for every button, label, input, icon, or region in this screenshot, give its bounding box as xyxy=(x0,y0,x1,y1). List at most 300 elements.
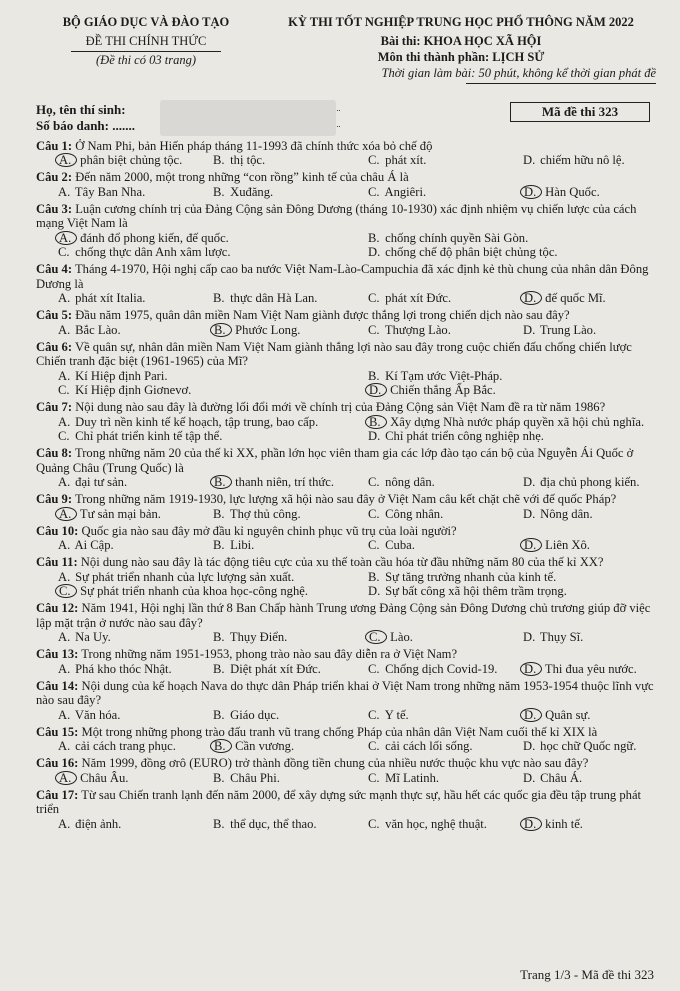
question-stem xyxy=(36,262,656,291)
question-stem xyxy=(36,139,656,154)
option-b xyxy=(191,708,346,723)
option-text: chống thực dân Anh xâm lược. xyxy=(75,245,231,259)
option-c xyxy=(346,708,501,723)
option-a xyxy=(36,771,191,786)
option-list xyxy=(36,153,656,168)
option-text: Trung Lào. xyxy=(539,322,597,337)
circled-option-letter: C. xyxy=(365,630,387,644)
option-d xyxy=(501,817,656,832)
question-6 xyxy=(36,340,656,398)
question-text: Năm 1941, Hội nghị lần thứ 8 Ban Chấp hành Trung ương Đảng Cộng sản Đông Dương chủ trương giúp đỡ việc lập mặt trận ở nước nào sau đây? xyxy=(36,601,651,630)
option-text: Hàn Quốc. xyxy=(545,184,600,199)
question-number: Câu 17: xyxy=(36,787,79,802)
option-text: văn học, nghệ thuật. xyxy=(385,816,487,831)
option-letter: B. xyxy=(368,230,380,245)
option-text: Quân sự. xyxy=(545,707,591,722)
option-letter: D. xyxy=(368,584,381,598)
option-b xyxy=(191,739,346,754)
option-c xyxy=(346,185,501,200)
option-letter: D. xyxy=(523,322,536,337)
option-list xyxy=(36,291,656,306)
question-15 xyxy=(36,725,656,754)
option-text: thanh niên, trí thức. xyxy=(235,475,334,489)
option-text: Bắc Lào. xyxy=(75,322,121,337)
option-letter: D. xyxy=(368,245,381,259)
question-text: Nội dung nào sau đây là đường lối đổi mới về chính trị của Đảng Cộng sản Việt Nam đề ra từ năm 1986? xyxy=(75,400,606,414)
option-a xyxy=(36,369,346,384)
question-stem xyxy=(36,788,656,817)
candidate-name-label: Họ, tên thí sinh: xyxy=(36,102,126,117)
option-a xyxy=(36,817,191,832)
question-number: Câu 16: xyxy=(36,756,79,770)
option-c xyxy=(346,739,501,754)
option-letter: C. xyxy=(368,816,380,831)
option-text: Chỉ phát triển công nghiệp nhẹ. xyxy=(385,429,544,443)
option-letter: D. xyxy=(523,739,536,753)
option-d xyxy=(501,153,656,168)
question-number: Câu 3: xyxy=(36,201,73,216)
circled-option-letter: B. xyxy=(210,739,232,753)
option-text: chống chế độ phân biệt chủng tộc. xyxy=(385,245,558,259)
subject-part: Môn thi thành phần: LỊCH SỬ xyxy=(377,50,545,64)
option-letter: C. xyxy=(368,661,380,676)
option-b xyxy=(191,662,346,677)
question-stem xyxy=(36,601,656,630)
option-text: thị tộc. xyxy=(230,153,266,167)
option-letter: C. xyxy=(368,739,380,753)
option-b xyxy=(191,185,346,200)
option-d xyxy=(346,383,656,398)
option-letter: C. xyxy=(58,429,70,443)
option-text: cải cách trang phục. xyxy=(75,739,176,753)
circled-option-letter: D. xyxy=(520,291,542,305)
question-8 xyxy=(36,446,656,490)
option-text: Duy trì nền kinh tế kế hoạch, tập trung, bao cấp. xyxy=(75,414,319,429)
option-text: nông dân. xyxy=(385,475,435,489)
option-letter: D. xyxy=(523,630,536,644)
question-text: Luận cương chính trị của Đảng Cộng sản Đông Dương (tháng 10-1930) xác định nhiệm vụ chiến lược của cách mạng Việt Nam là xyxy=(36,201,637,230)
question-text: Nội dung nào sau đây là tác động tiêu cực của xu thế toàn cầu hóa từ đầu những năm 80 của thế kỉ XX? xyxy=(80,555,604,569)
option-b xyxy=(346,231,656,246)
option-letter: C. xyxy=(368,322,380,337)
option-list xyxy=(36,630,656,645)
option-list xyxy=(36,475,656,490)
option-letter: C. xyxy=(368,475,380,489)
question-number: Câu 6: xyxy=(36,339,73,354)
question-text: Quốc gia nào sau đây mở đầu kỉ nguyên chinh phục vũ trụ của loài người? xyxy=(81,523,457,538)
time-note: Thời gian làm bài: 50 phút, không kể thời gian phát đề xyxy=(381,66,656,80)
option-letter: A. xyxy=(58,291,71,305)
question-number: Câu 10: xyxy=(36,523,79,538)
header-left xyxy=(36,14,256,84)
exam-title: KỲ THI TỐT NGHIỆP TRUNG HỌC PHỔ THÔNG NĂM 2022 xyxy=(288,15,634,29)
question-stem xyxy=(36,170,656,185)
option-list xyxy=(36,570,656,599)
option-letter: C. xyxy=(368,770,380,785)
question-text: Từ sau Chiến tranh lạnh đến năm 2000, để xây dựng sức mạnh thực sự, hầu hết các quốc gia đều tập trung phát triển xyxy=(36,787,642,816)
option-list xyxy=(36,507,656,522)
question-text: Đến năm 2000, một trong những “con rồng” kinh tế của châu Á là xyxy=(75,170,409,184)
circled-option-letter: B. xyxy=(365,415,387,429)
question-text: Trong những năm 1919-1930, lực lượng xã hội nào sau đây ở Việt Nam câu kết chặt chẽ với đế quốc Pháp? xyxy=(74,492,617,506)
option-letter: B. xyxy=(368,368,380,383)
option-text: chiếm hữu nô lệ. xyxy=(540,153,625,167)
circled-option-letter: D. xyxy=(520,538,542,552)
option-text: Tây Ban Nha. xyxy=(74,184,146,199)
option-text: Lào. xyxy=(390,630,413,644)
option-text: Sự phát triển nhanh của khoa học-công nghệ. xyxy=(80,584,309,598)
option-letter: B. xyxy=(213,630,225,644)
option-a xyxy=(36,475,191,490)
circled-option-letter: D. xyxy=(520,708,542,722)
question-13 xyxy=(36,647,656,676)
pages-note: (Đề thi có 03 trang) xyxy=(96,53,196,67)
option-text: phát xít Đức. xyxy=(385,291,452,305)
option-d xyxy=(501,475,656,490)
option-text: Y tế. xyxy=(384,707,409,722)
option-letter: A. xyxy=(58,322,71,337)
option-text: Công nhân. xyxy=(385,506,444,521)
circled-option-letter: D. xyxy=(365,383,387,397)
option-c xyxy=(346,817,501,832)
option-text: Kí Tạm ước Việt-Pháp. xyxy=(385,368,503,383)
candidate-sbd-label: Số báo danh: ....... xyxy=(36,118,135,133)
option-text: học chữ Quốc ngữ. xyxy=(540,739,637,753)
option-c xyxy=(346,630,501,645)
option-a xyxy=(36,291,191,306)
option-text: Na Uy. xyxy=(75,630,111,644)
option-text: Phước Long. xyxy=(235,322,301,337)
option-letter: B. xyxy=(213,506,225,521)
option-letter: D. xyxy=(368,429,381,443)
option-c xyxy=(36,584,346,599)
option-text: Xây dựng Nhà nước pháp quyền xã hội chủ nghĩa. xyxy=(390,414,645,429)
option-text: phát xít Italia. xyxy=(75,291,146,305)
question-number: Câu 2: xyxy=(36,170,73,184)
option-letter: C. xyxy=(368,506,380,521)
option-list xyxy=(36,323,656,338)
question-stem xyxy=(36,446,656,475)
question-stem xyxy=(36,340,656,369)
option-text: thể dục, thể thao. xyxy=(230,816,317,831)
question-stem xyxy=(36,308,656,323)
circled-option-letter: B. xyxy=(210,475,232,489)
option-letter: B. xyxy=(213,707,225,722)
question-12 xyxy=(36,601,656,645)
question-stem xyxy=(36,679,656,708)
option-text: chống chính quyền Sài Gòn. xyxy=(385,230,529,245)
option-text: Xuđăng. xyxy=(230,184,274,199)
option-c xyxy=(346,475,501,490)
option-text: Châu Âu. xyxy=(80,770,129,785)
circled-option-letter: C. xyxy=(55,584,77,598)
circled-option-letter: D. xyxy=(520,817,542,831)
option-text: Phá kho thóc Nhật. xyxy=(75,661,172,676)
option-text: Sự tăng trưởng nhanh của kinh tế. xyxy=(385,569,557,584)
option-c xyxy=(36,245,346,260)
option-text: Thụy Sĩ. xyxy=(539,630,584,644)
option-letter: D. xyxy=(523,475,536,489)
option-list xyxy=(36,185,656,200)
option-text: Sự phát triển nhanh của lực lượng sản xuất. xyxy=(75,569,295,584)
question-number: Câu 14: xyxy=(36,678,79,693)
question-number: Câu 8: xyxy=(36,446,73,460)
option-text: Thượng Lào. xyxy=(384,322,451,337)
option-text: Nông dân. xyxy=(540,506,593,521)
option-letter: B. xyxy=(213,184,225,199)
option-letter: B. xyxy=(368,569,380,584)
option-letter: C. xyxy=(368,538,380,552)
redacted-block xyxy=(160,100,336,136)
option-text: Cần vương. xyxy=(235,739,295,753)
option-text: Thợ thủ công. xyxy=(229,506,301,521)
option-list xyxy=(36,231,656,260)
question-text: Đầu năm 1975, quân dân miền Nam Việt Nam giành được thắng lợi trong chiến dịch nào sau đây? xyxy=(75,308,570,322)
option-d xyxy=(501,630,656,645)
option-c xyxy=(346,323,501,338)
subject-exam: Bài thi: KHOA HỌC XÃ HỘI xyxy=(380,34,542,48)
circled-option-letter: A. xyxy=(55,771,77,785)
question-14 xyxy=(36,679,656,723)
option-d xyxy=(346,584,656,599)
option-c xyxy=(346,771,501,786)
option-b xyxy=(346,369,656,384)
circled-option-letter: A. xyxy=(55,231,77,245)
question-2 xyxy=(36,170,656,199)
option-a xyxy=(36,323,191,338)
question-number: Câu 7: xyxy=(36,400,73,414)
question-number: Câu 15: xyxy=(36,724,79,739)
option-b xyxy=(191,323,346,338)
option-text: Mĩ Latinh. xyxy=(385,770,440,785)
question-10 xyxy=(36,524,656,553)
question-stem xyxy=(36,756,656,771)
option-b xyxy=(191,630,346,645)
option-letter: C. xyxy=(368,184,380,199)
option-d xyxy=(501,507,656,522)
option-text: đại tư sản. xyxy=(75,475,128,489)
option-text: điện ảnh. xyxy=(75,816,122,831)
option-letter: B. xyxy=(213,661,225,676)
option-text: Văn hóa. xyxy=(74,707,121,722)
option-a xyxy=(36,708,191,723)
question-4 xyxy=(36,262,656,306)
time-underline xyxy=(466,83,656,84)
question-stem xyxy=(36,202,656,231)
question-11 xyxy=(36,555,656,599)
option-a xyxy=(36,507,191,522)
option-text: đánh đổ phong kiến, đế quốc. xyxy=(80,230,229,245)
option-letter: A. xyxy=(58,707,71,722)
option-b xyxy=(191,817,346,832)
question-stem xyxy=(36,647,656,662)
page-footer: Trang 1/3 - Mã đề thi 323 xyxy=(520,967,654,982)
option-letter: B. xyxy=(213,816,225,831)
option-c xyxy=(346,291,501,306)
option-b xyxy=(346,570,656,585)
option-a xyxy=(36,415,346,430)
question-5 xyxy=(36,308,656,337)
option-letter: A. xyxy=(58,184,71,199)
option-letter: C. xyxy=(368,291,380,305)
option-text: phân biệt chủng tộc. xyxy=(80,153,183,167)
question-stem xyxy=(36,524,656,539)
exam-code-box: Mã đề thi 323 xyxy=(510,102,650,122)
exam-header xyxy=(36,14,656,84)
option-text: Liên Xô. xyxy=(545,538,590,552)
option-c xyxy=(36,429,346,444)
option-letter: A. xyxy=(58,739,71,753)
option-c xyxy=(346,507,501,522)
circled-option-letter: D. xyxy=(520,662,542,676)
option-text: Kí Hiệp định Giơnevơ. xyxy=(75,383,192,397)
option-a xyxy=(36,538,191,553)
circled-option-letter: A. xyxy=(55,153,77,167)
option-text: Angiêri. xyxy=(384,184,427,199)
question-number: Câu 9: xyxy=(36,492,73,506)
option-text: Châu Á. xyxy=(540,770,583,785)
option-text: đế quốc Mĩ. xyxy=(545,291,606,305)
option-text: cải cách lối sống. xyxy=(385,739,473,753)
option-letter: B. xyxy=(213,770,225,785)
option-a xyxy=(36,630,191,645)
option-list xyxy=(36,817,656,832)
ministry-name: BỘ GIÁO DỤC VÀ ĐÀO TẠO xyxy=(62,15,230,29)
option-text: Cuba. xyxy=(385,538,415,552)
question-text: Trong những năm 20 của thế kỉ XX, phần lớn học viên tham gia các lớp đào tạo cán bộ của Nguyễn Ái Quốc ở Quảng Châu (Trung Quốc) là xyxy=(36,446,634,475)
option-text: Libi. xyxy=(230,538,255,552)
option-text: thực dân Hà Lan. xyxy=(230,291,318,305)
option-letter: D. xyxy=(523,506,536,521)
question-16 xyxy=(36,756,656,785)
option-text: Châu Phi. xyxy=(230,770,280,785)
option-letter: A. xyxy=(58,538,71,552)
option-letter: A. xyxy=(58,630,71,644)
option-b xyxy=(191,771,346,786)
header-right xyxy=(256,14,656,84)
question-stem xyxy=(36,492,656,507)
question-list xyxy=(36,139,656,832)
option-letter: A. xyxy=(58,816,71,831)
circled-option-letter: A. xyxy=(55,507,77,521)
question-text: Một trong những phong trào đấu tranh vũ trang chống Pháp của nhân dân Việt Nam cuối thế kỉ XIX là xyxy=(81,724,598,739)
option-d xyxy=(346,245,656,260)
option-a xyxy=(36,570,346,585)
option-letter: A. xyxy=(58,368,71,383)
option-d xyxy=(501,185,656,200)
option-d xyxy=(501,662,656,677)
question-7 xyxy=(36,400,656,444)
option-letter: B. xyxy=(213,153,225,167)
option-letter: D. xyxy=(523,770,536,785)
option-letter: A. xyxy=(58,475,71,489)
option-text: Thụy Điển. xyxy=(229,630,288,644)
option-b xyxy=(346,415,656,430)
option-c xyxy=(36,383,346,398)
circled-option-letter: D. xyxy=(520,185,542,199)
question-text: Ở Nam Phi, bản Hiến pháp tháng 11-1993 đã chính thức xóa bỏ chế độ xyxy=(75,138,433,153)
question-number: Câu 13: xyxy=(36,647,79,661)
option-a xyxy=(36,153,191,168)
question-number: Câu 12: xyxy=(36,601,79,615)
question-stem xyxy=(36,400,656,415)
option-list xyxy=(36,771,656,786)
question-text: Nội dung của kế hoạch Nava do thực dân Pháp triển khai ở Việt Nam trong những năm 1953-1954 thuộc lĩnh vực nào sau đây? xyxy=(36,678,654,707)
option-letter: C. xyxy=(58,245,70,259)
question-text: Tháng 4-1970, Hội nghị cấp cao ba nước Việt Nam-Lào-Campuchia đã xác định kẻ thù chung của nhân dân Đông Dương là xyxy=(36,262,649,291)
question-text: Về quân sự, nhân dân miền Nam Việt Nam giành thắng lợi nào sau đây trong cuộc chiến đấu chống chiến lược Chiến tranh đặc biệt (1961-1965) của Mĩ? xyxy=(36,339,632,368)
option-letter: A. xyxy=(58,414,71,429)
option-letter: B. xyxy=(213,291,225,305)
option-text: Thi đua yêu nước. xyxy=(544,661,637,676)
option-text: phát xít. xyxy=(385,153,427,167)
option-letter: C. xyxy=(58,383,70,397)
option-d xyxy=(501,538,656,553)
question-3 xyxy=(36,202,656,260)
option-list xyxy=(36,538,656,553)
option-d xyxy=(501,739,656,754)
option-d xyxy=(346,429,656,444)
question-17 xyxy=(36,788,656,832)
option-a xyxy=(36,739,191,754)
question-number: Câu 5: xyxy=(36,308,73,322)
option-text: Sự bất công xã hội thêm trầm trọng. xyxy=(385,584,567,598)
option-b xyxy=(191,507,346,522)
option-b xyxy=(191,475,346,490)
option-list xyxy=(36,662,656,677)
option-letter: B. xyxy=(213,538,225,552)
candidate-info xyxy=(36,102,656,136)
question-stem xyxy=(36,725,656,740)
question-9 xyxy=(36,492,656,521)
circled-option-letter: B. xyxy=(210,323,232,337)
option-b xyxy=(191,153,346,168)
option-d xyxy=(501,708,656,723)
option-text: địa chủ phong kiến. xyxy=(540,475,640,489)
option-d xyxy=(501,323,656,338)
option-a xyxy=(36,185,191,200)
option-text: Diệt phát xít Đức. xyxy=(230,661,321,676)
option-text: Kí Hiệp định Pari. xyxy=(75,368,168,383)
option-letter: A. xyxy=(58,569,71,584)
option-letter: A. xyxy=(58,661,71,676)
option-a xyxy=(36,231,346,246)
option-text: Giáo dục. xyxy=(230,707,280,722)
option-d xyxy=(501,771,656,786)
option-b xyxy=(191,538,346,553)
official-label: ĐỀ THI CHÍNH THỨC xyxy=(85,34,207,48)
question-text: Trong những năm 1951-1953, phong trào nào sau đây diễn ra ở Việt Nam? xyxy=(81,647,458,661)
option-d xyxy=(501,291,656,306)
option-letter: C. xyxy=(368,707,380,722)
option-text: Tư sản mại bản. xyxy=(79,506,161,521)
option-list xyxy=(36,415,656,444)
option-b xyxy=(191,291,346,306)
option-text: kinh tế. xyxy=(545,816,583,831)
option-text: Chống dịch Covid-19. xyxy=(385,661,498,676)
option-c xyxy=(346,153,501,168)
question-number: Câu 1: xyxy=(36,138,73,153)
option-letter: C. xyxy=(368,153,380,167)
option-text: Chỉ phát triển kinh tế tập thể. xyxy=(75,429,223,443)
option-list xyxy=(36,369,656,398)
option-text: Chiến thắng Ấp Bắc. xyxy=(390,383,496,397)
option-c xyxy=(346,662,501,677)
option-letter: D. xyxy=(523,153,536,167)
option-list xyxy=(36,739,656,754)
question-number: Câu 11: xyxy=(36,555,78,569)
question-1 xyxy=(36,139,656,168)
